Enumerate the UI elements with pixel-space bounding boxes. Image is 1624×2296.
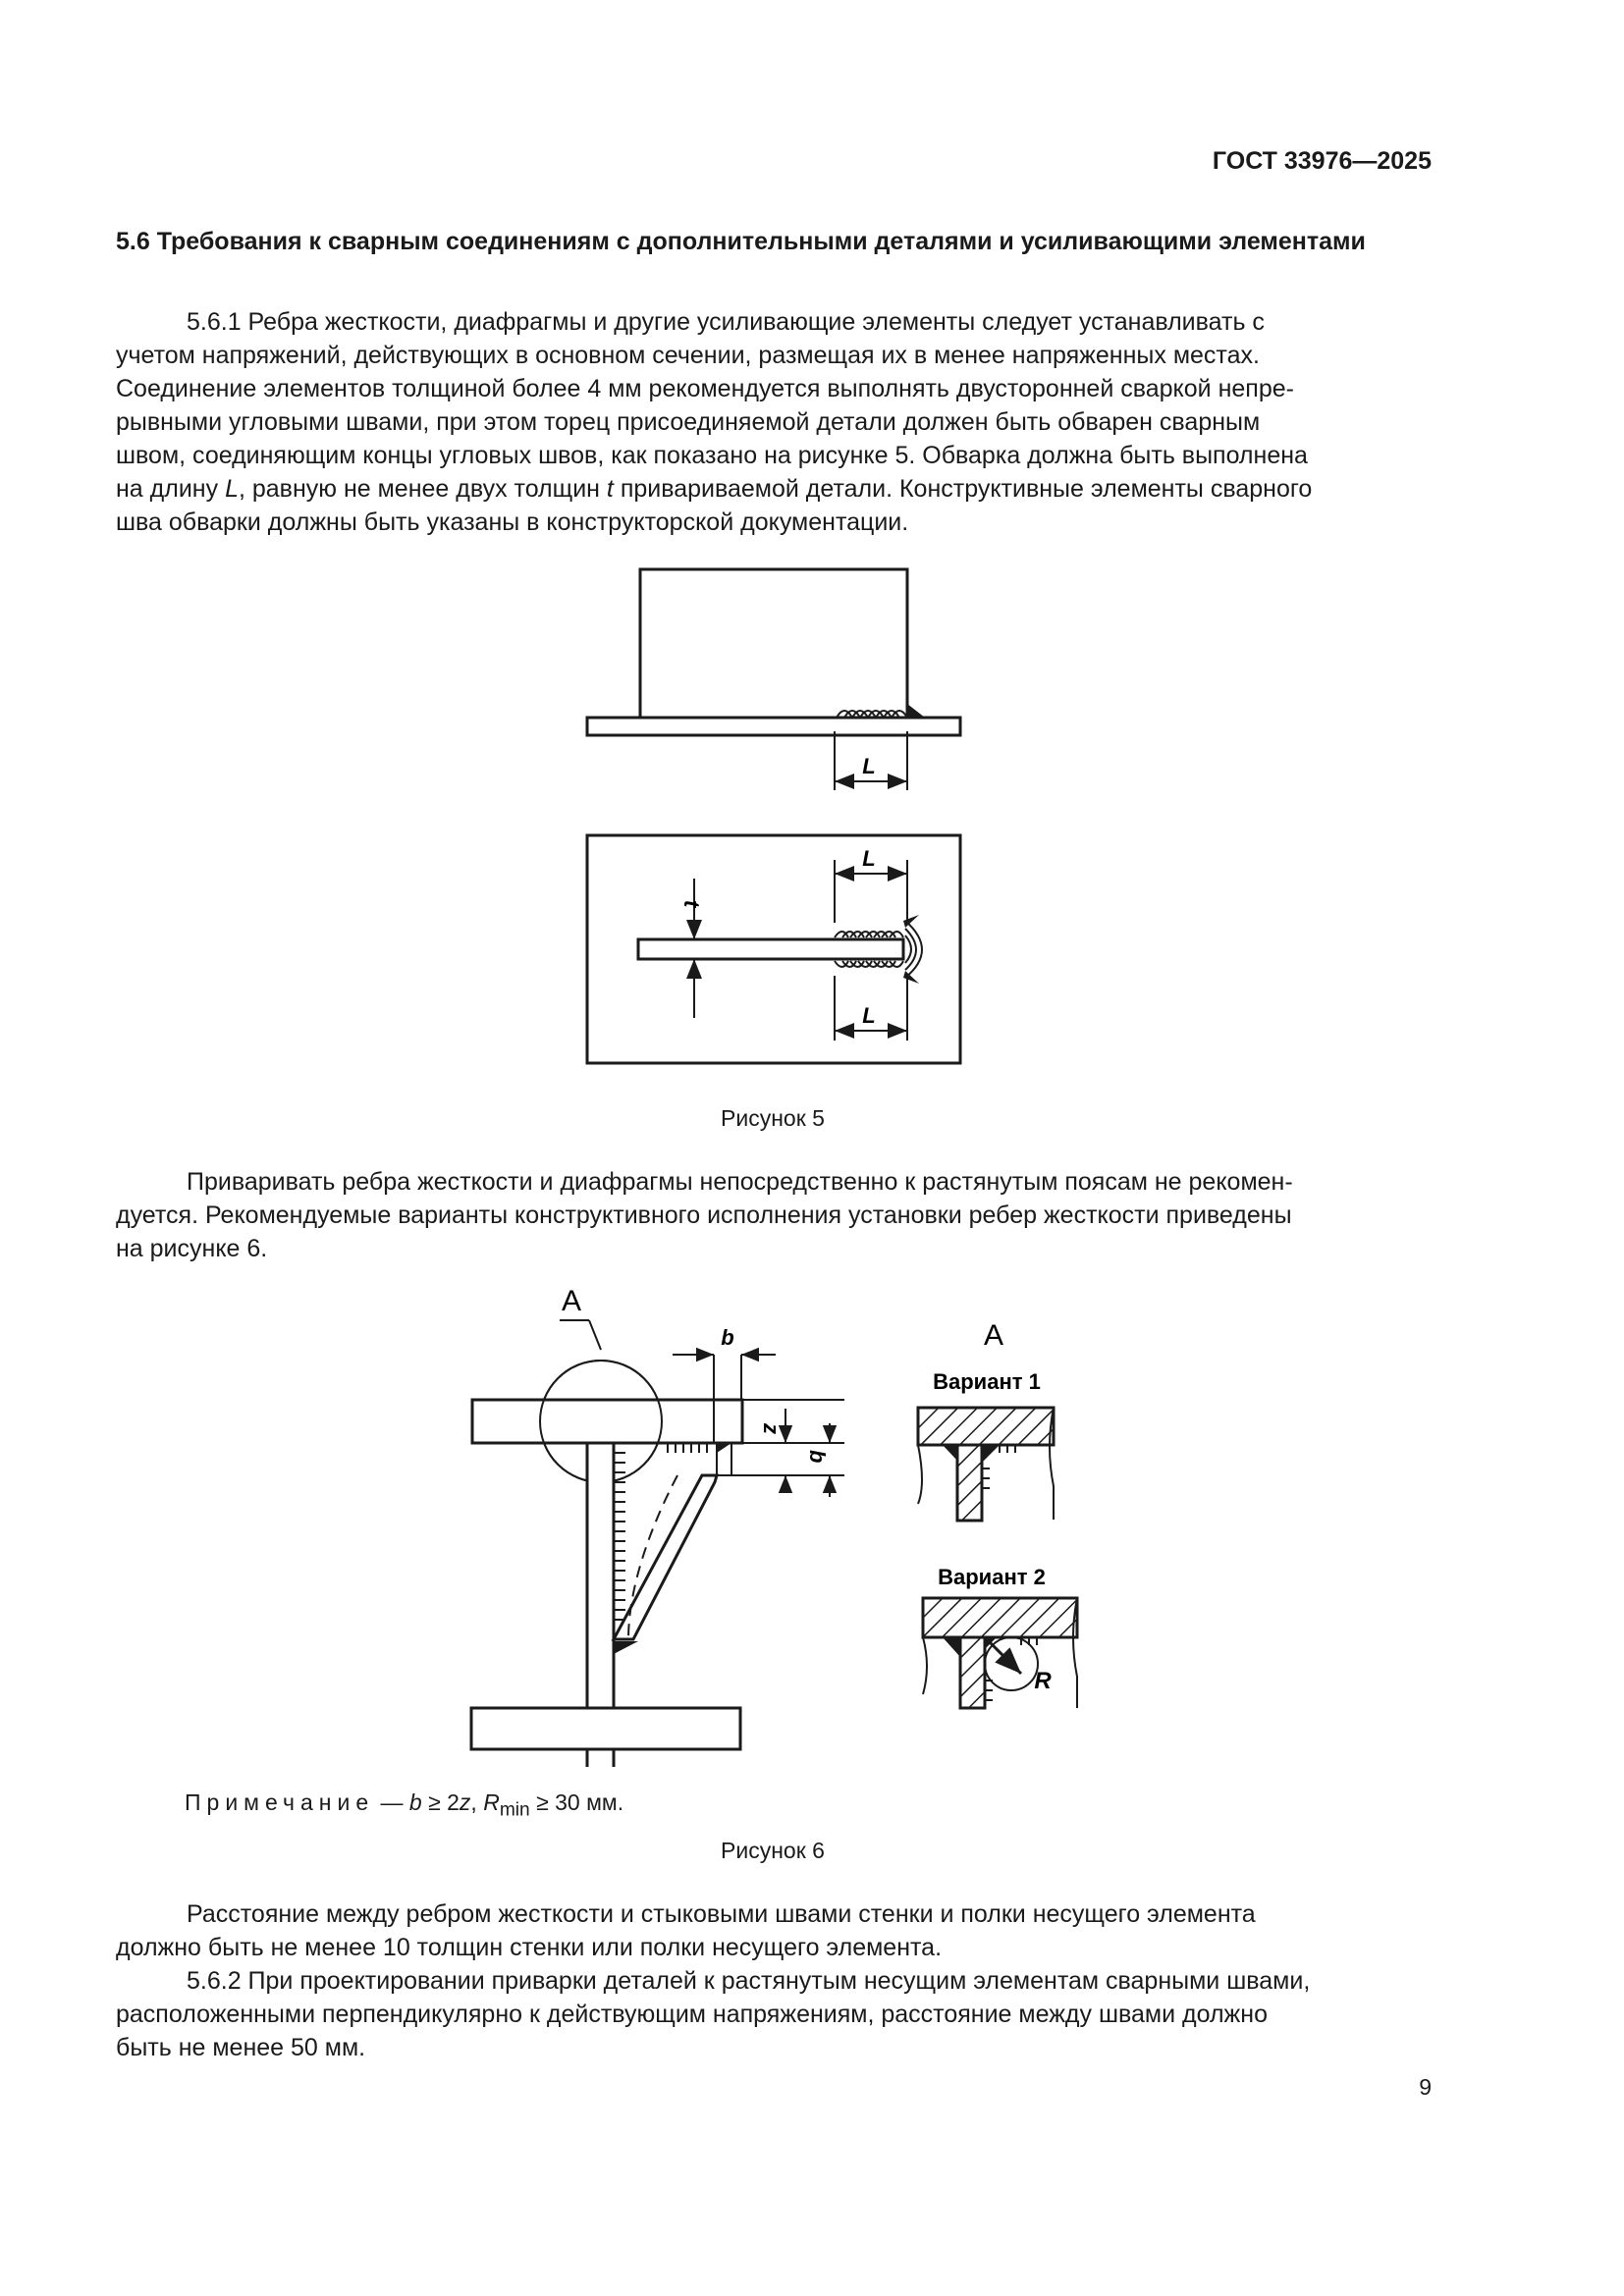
text-line: на длину L, равную не менее двух толщин t привариваемой детали. Конструктивные элементы сварного — [116, 475, 1313, 503]
weld-hatch-plan-bottom — [835, 961, 903, 967]
dim-L-label: L — [862, 846, 876, 871]
text-line: шва обварки должны быть указаны в конструкторской документации. — [116, 508, 909, 536]
leader-line — [589, 1320, 601, 1350]
variant-1-flange-section — [918, 1408, 1054, 1445]
radius-label: R — [1034, 1668, 1052, 1694]
base-plate-elevation — [587, 718, 960, 735]
top-flange — [472, 1400, 742, 1443]
figure-6-caption: Рисунок 6 — [721, 1838, 825, 1863]
dim-z-label: z — [759, 1423, 784, 1434]
variant-1-weld-left — [943, 1445, 957, 1461]
figure-5-caption: Рисунок 5 — [721, 1105, 825, 1131]
weld-fillet-elevation — [907, 704, 925, 718]
rib-elevation — [640, 569, 907, 718]
detail-A-heading: A — [983, 1319, 1004, 1352]
document-code: ГОСТ 33976—2025 — [1212, 147, 1432, 175]
dim-b-right-label: b — [805, 1450, 830, 1464]
paragraph-5-6-1 — [116, 305, 1432, 539]
page-number: 9 — [1419, 2074, 1432, 2100]
text-line: на рисунке 6. — [116, 1235, 268, 1262]
break-line — [923, 1637, 927, 1694]
variant-2-web-section — [960, 1637, 985, 1708]
figure-5-drawing — [0, 550, 1624, 1080]
text-line: дуется. Рекомендуемые варианты конструктивного исполнения установки ребер жесткости приведены — [116, 1201, 1292, 1229]
variant-1-weld-right — [982, 1445, 1000, 1463]
dim-L-label: L — [862, 754, 876, 778]
figure-6-note: Примечание — b ≥ 2z, $R_{min} \ge 30$ мм. — [185, 1789, 624, 1821]
paragraph-5-6-2 — [116, 1964, 1432, 2064]
text-line: Приваривать ребра жесткости и диафрагмы непосредственно к растянутым поясам не рекомен- — [187, 1168, 1293, 1196]
break-line — [918, 1445, 922, 1504]
variant-2-flange-section — [923, 1598, 1077, 1637]
text-line: рывными угловыми швами, при этом торец присоединяемой детали должен быть обварен сварным — [116, 408, 1261, 436]
text-line: 5.6.2 При проектировании приварки деталей к растянутым несущим элементам сварными швами, — [187, 1967, 1311, 1995]
variant-2-label: Вариант 2 — [938, 1565, 1046, 1589]
weld-fillet — [717, 1443, 731, 1453]
figure-6-drawing — [0, 1276, 1624, 1767]
weld-end-wrap — [905, 921, 922, 978]
paragraph-ribs — [116, 1165, 1432, 1265]
section-title: 5.6 Требования к сварным соединениям с дополнительными деталями и усиливающими элементами — [116, 228, 1366, 255]
text-line: учетом напряжений, действующих в основном сечении, размещая их в менее напряженных местах. — [116, 342, 1260, 369]
text-line: Соединение элементов толщиной более 4 мм рекомендуется выполнять двусторонней сваркой непре- — [116, 375, 1294, 402]
dim-L-label: L — [862, 1003, 876, 1028]
text-line: должно быть не менее 10 толщин стенки или полки несущего элемента. — [116, 1934, 943, 1961]
dim-b-label: b — [721, 1325, 734, 1350]
variant-1-web-section — [957, 1445, 982, 1521]
weld-hatch-plan-top — [835, 932, 903, 937]
dim-t-label: t — [679, 900, 704, 908]
bottom-flange — [471, 1708, 740, 1749]
weld-fillet — [614, 1641, 638, 1654]
text-line: расположенными перпендикулярно к действующим напряжениям, расстояние между швами должно — [116, 2001, 1268, 2028]
text-line: быть не менее 50 мм. — [116, 2034, 366, 2061]
variant-2-weld-left — [943, 1637, 960, 1657]
detail-A-label: A — [561, 1285, 582, 1317]
paragraph-distance — [116, 1897, 1432, 1964]
text-line: Расстояние между ребром жесткости и стыковыми швами стенки и полки несущего элемента — [187, 1900, 1256, 1928]
radius-arrow — [987, 1639, 1021, 1674]
text-line: 5.6.1 Ребра жесткости, диафрагмы и другие усиливающие элементы следует устанавливать с — [187, 308, 1265, 336]
variant-1-label: Вариант 1 — [933, 1369, 1041, 1394]
rib-plan — [638, 939, 903, 959]
text-line: швом, соединяющим концы угловых швов, как показано на рисунке 5. Обварка должна быть выполнена — [116, 442, 1308, 469]
